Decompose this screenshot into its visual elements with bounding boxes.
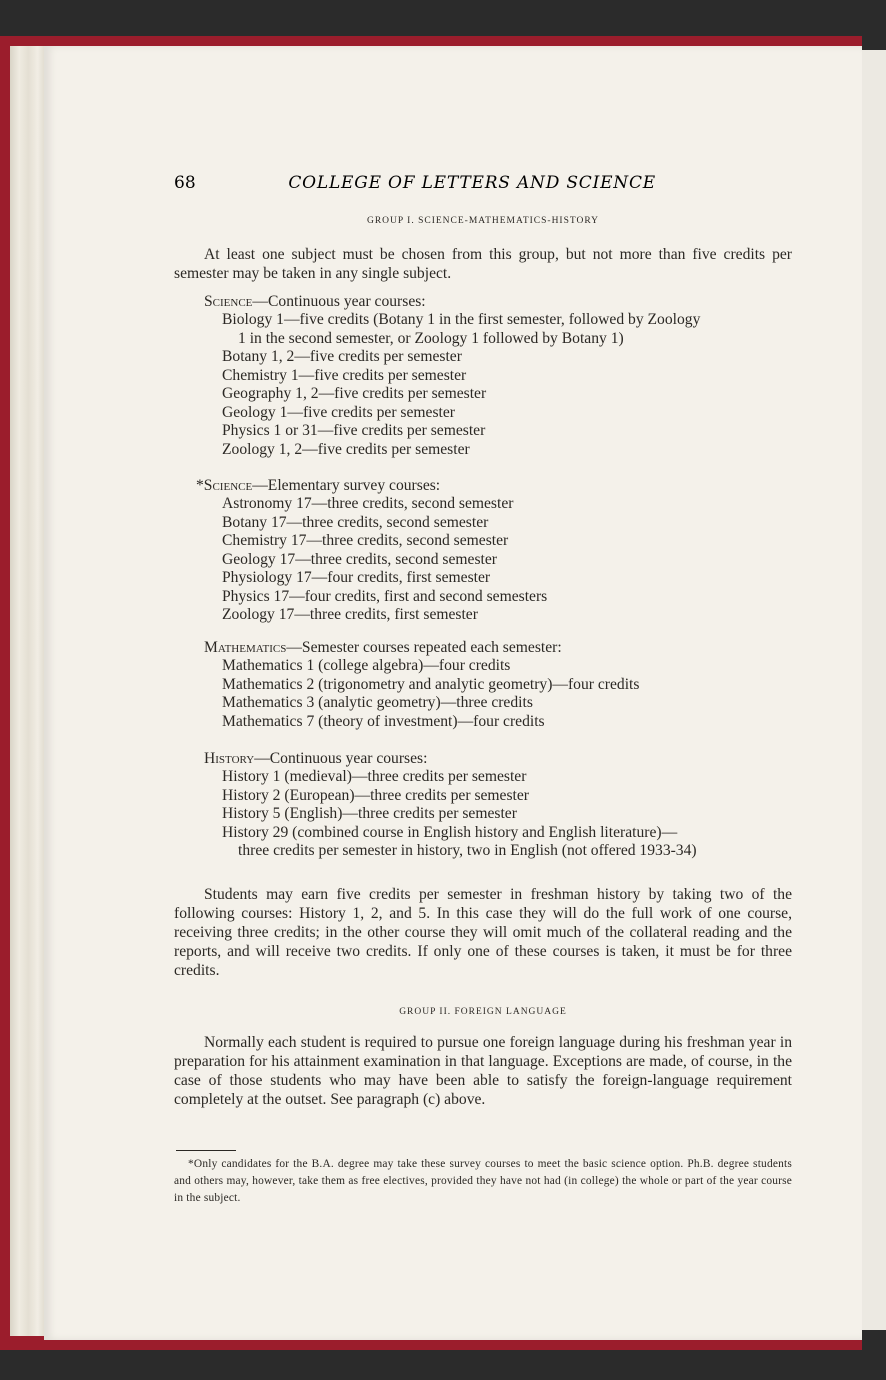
group-2-body — [174, 1033, 792, 1109]
list-item: Geology 17—three credits, second semester — [222, 550, 497, 568]
list-item: Chemistry 17—three credits, second semester — [222, 532, 509, 549]
science-elementary-block — [174, 476, 792, 625]
list-item: Zoology 17—three credits, first semester — [222, 606, 478, 623]
facing-page-edge — [862, 50, 886, 1330]
list-item: Botany 17—three credits, second semester — [222, 513, 489, 531]
history-lead-word: History — [204, 750, 255, 767]
history-block — [174, 749, 792, 861]
mathematics-lead — [174, 638, 792, 657]
group-1-section — [174, 216, 792, 226]
group-2-paragraph: Normally each student is required to pursue one foreign language during his freshman year in preparation for his attainment examination in that language. Exceptions are made, of course, in the case of those students who may have been able to satisfy the foreign-language requirement completely at the outset. See paragraph (c) above. — [174, 1034, 792, 1108]
running-title: COLLEGE OF LETTERS AND SCIENCE — [288, 173, 656, 193]
history-lead-rest: —Continuous year courses: — [254, 750, 428, 767]
list-item: Geography 1, 2—five credits per semester — [222, 385, 487, 402]
list-item: Mathematics 1 (college algebra)—four credits — [222, 657, 511, 674]
list-item: Astronomy 17—three credits, second semester — [222, 495, 514, 512]
list-item: Botany 1, 2—five credits per semester — [222, 348, 462, 365]
list-item-continuation: three credits per semester in history, two in English (not offered 1933-34) — [238, 842, 697, 859]
science-lead-rest: —Continuous year courses: — [252, 293, 426, 310]
list-item: Geology 1—five credits per semester — [222, 403, 455, 421]
group-2-heading: GROUP II. FOREIGN LANGUAGE — [399, 1007, 567, 1017]
mathematics-lead-word: Mathematics — [204, 639, 287, 656]
science-elementary-lead-rest: —Elementary survey courses: — [252, 477, 441, 494]
science-elementary-lead — [174, 476, 792, 495]
mathematics-lead-rest: —Semester courses repeated each semester: — [286, 639, 562, 656]
list-item: Physics 17—four credits, first and second semesters — [222, 587, 548, 605]
list-item: Mathematics 2 (trigonometry and analytic geometry)—four credits — [222, 675, 640, 693]
page-number: 68 — [174, 173, 196, 193]
science-lead-word: Science — [204, 293, 253, 310]
list-item: Chemistry 1—five credits per semester — [222, 366, 467, 384]
list-item: Mathematics 3 (analytic geometry)—three credits — [222, 694, 533, 711]
group-1-closing: Students may earn five credits per semester in freshman history by taking two of the following courses: History 1, 2, and 5. In this case they will do the full work of one course, receiving three credits; in the other course they will omit much of the collateral reading and the reports, and will receive two credits. If only one of these courses is taken, it must be for three credits. — [174, 886, 792, 979]
footnote: *Only candidates for the B.A. degree may take these survey courses to meet the basic science option. Ph.B. degree students and others may, however, take them as free electives, provided they have not had (in college) the whole or part of the year course in the subject. — [174, 1158, 792, 1204]
list-item: History 1 (medieval)—three credits per semester — [222, 768, 527, 785]
history-lead — [174, 749, 792, 768]
group-1-intro: At least one subject must be chosen from this group, but not more than five credits per semester may be taken in any single subject. — [174, 246, 792, 282]
footnote-block — [174, 1150, 792, 1207]
science-elementary-lead-word: *Science — [196, 477, 253, 494]
science-lead — [174, 292, 792, 311]
group-2-section — [174, 1007, 792, 1017]
mathematics-block — [174, 638, 792, 731]
group-1-body — [174, 245, 792, 283]
science-block — [174, 292, 792, 459]
list-item: History 2 (European)—three credits per semester — [222, 786, 529, 804]
list-item: Physiology 17—four credits, first semester — [222, 569, 491, 586]
list-item: Biology 1—five credits (Botany 1 in the first semester, followed by Zoology — [222, 311, 701, 328]
list-item: History 29 (combined course in English history and English literature)— — [222, 823, 678, 841]
list-item: History 5 (English)—three credits per semester — [222, 805, 517, 822]
running-head — [174, 173, 656, 195]
group-1-heading: GROUP I. SCIENCE-MATHEMATICS-HISTORY — [366, 216, 600, 226]
closing-paragraph-block — [174, 885, 792, 980]
footnote-rule — [176, 1150, 236, 1151]
list-item: Physics 1 or 31—five credits per semester — [222, 422, 486, 439]
list-item-continuation: 1 in the second semester, or Zoology 1 followed by Botany 1) — [238, 329, 624, 347]
list-item: Zoology 1, 2—five credits per semester — [222, 440, 470, 458]
list-item: Mathematics 7 (theory of investment)—four credits — [222, 712, 545, 730]
